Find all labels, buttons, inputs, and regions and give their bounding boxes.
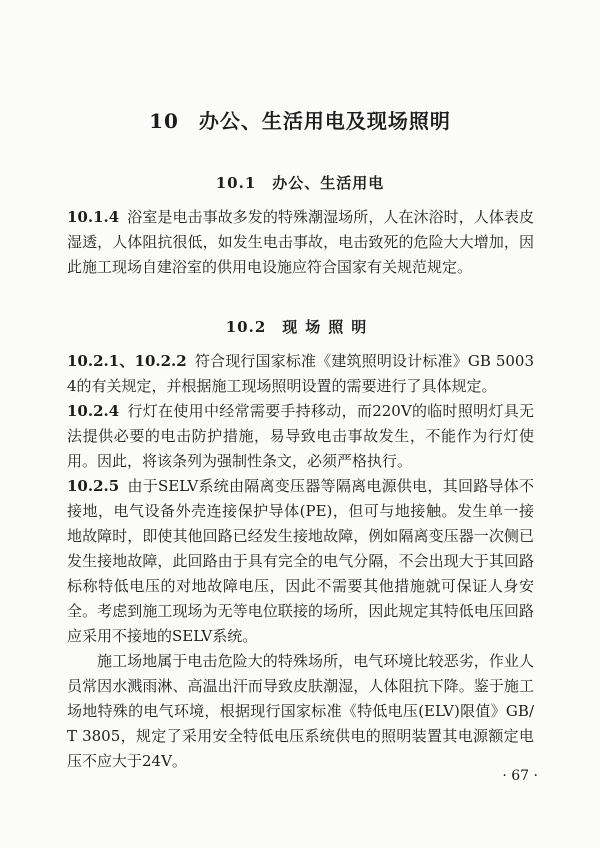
clause-number: 10.1.4 bbox=[67, 208, 120, 226]
paragraph-10-2-5 bbox=[67, 474, 534, 649]
paragraph-text: 浴室是电击事故多发的特殊潮湿场所，人在沐浴时，人体表皮湿透，人体阻抗很低，如发生电击事故，电击致死的危险大大增加，因此施工现场自建浴室的供用电设施应符合国家有关规范规定。 bbox=[67, 208, 534, 276]
section-title-text: 现场照明 bbox=[282, 318, 375, 336]
section-title-10-2 bbox=[0, 316, 600, 337]
paragraph-text: 符合现行国家标准《建筑照明设计标准》GB 50034的有关规定，并根据施工现场照明设置的需要进行了具体规定。 bbox=[67, 352, 534, 395]
section-number: 10.1 bbox=[215, 174, 257, 192]
paragraph-text: 行灯在使用中经常需要手持移动，而220V的临时照明灯具无法提供必要的电击防护措施，易导致电击事故发生，不能作为行灯使用。因此，将该条列为强制性条文，必须严格执行。 bbox=[67, 402, 534, 470]
paragraph-10-2-1 bbox=[67, 349, 534, 399]
section-title-10-1 bbox=[0, 172, 600, 193]
section-number: 10.2 bbox=[225, 318, 267, 336]
paragraph-10-2-4 bbox=[67, 399, 534, 474]
clause-number: 10.2.5 bbox=[67, 477, 120, 495]
clause-number: 10.2.4 bbox=[67, 402, 120, 420]
paragraph-text: 施工场地属于电击危险大的特殊场所，电气环境比较恶劣，作业人员常因水溅雨淋、高温出汗而导致皮肤潮湿，人体阻抗下降。鉴于施工场地特殊的电气环境，根据现行国家标准《特低电压(ELV)限值》GB/T 3805，规定了采用安全特低电压系统供电的照明装置其电源额定电压不应大于24V。 bbox=[67, 652, 534, 770]
chapter-title bbox=[0, 105, 600, 134]
paragraph-10-1-4 bbox=[67, 205, 534, 280]
chapter-title-text: 办公、生活用电及现场照明 bbox=[198, 109, 451, 133]
paragraph-text: 由于SELV系统由隔离变压器等隔离电源供电，其回路导体不接地，电气设备外壳连接保护导体(PE)，但可与地接触。发生单一接地故障时，即使其他回路已经发生接地故障，例如隔离变压器一次侧已发生接地故障，此回路由于具有完全的电气分隔，不会出现大于其回路标称特低电压的对地故障电压，因此不需要其他措施就可保证人身安全。考虑到施工现场为无等电位联接的场所，因此规定其特低电压回路应采用不接地的SELV系统。 bbox=[67, 477, 534, 645]
chapter-number: 10 bbox=[149, 109, 179, 133]
paragraph-continuation bbox=[67, 649, 534, 774]
clause-number: 10.2.1、10.2.2 bbox=[67, 352, 187, 370]
section-title-text: 办公、生活用电 bbox=[272, 174, 385, 192]
page-number: · 67 · bbox=[502, 768, 538, 784]
